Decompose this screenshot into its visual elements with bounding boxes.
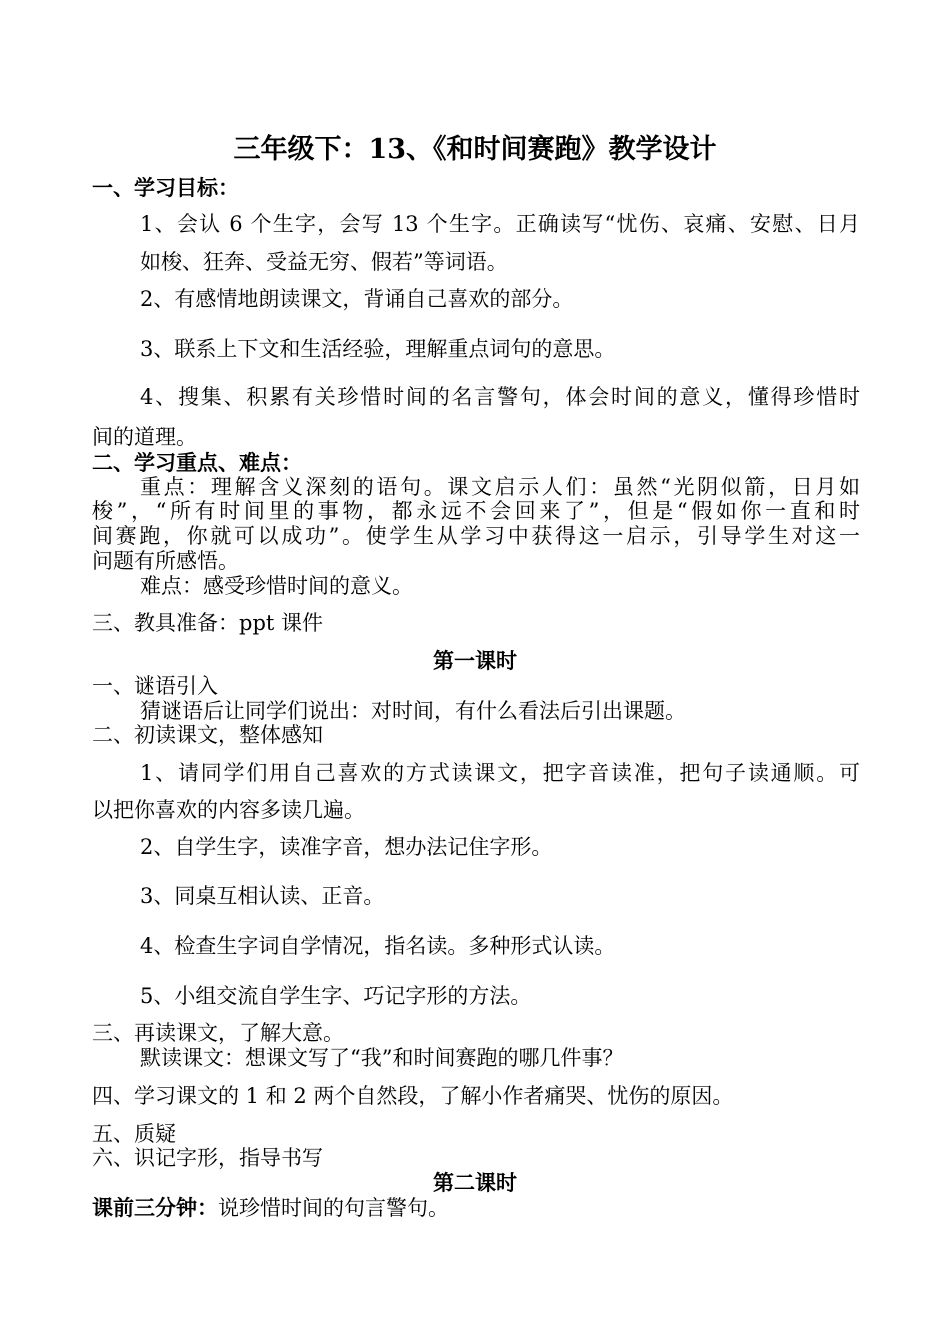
goal-4-line-1: 4、搜集、积累有关珍惜时间的名言警句，体会时间的意义，懂得珍惜时 xyxy=(140,385,860,409)
goal-3: 3、联系上下文和生活经验，理解重点词句的意思。 xyxy=(140,337,616,361)
lesson-1-step-2-item-1-line-1: 1、请同学们用自己喜欢的方式读课文，把字音读准，把句子读通顺。可 xyxy=(140,761,860,785)
pre-class-label: 课前三分钟： xyxy=(92,1195,218,1220)
lesson-1-step-2-item-2: 2、自学生字，读准字音，想办法记住字形。 xyxy=(140,835,553,859)
section-teaching-aids: 三、教具准备：ppt 课件 xyxy=(92,611,323,635)
lesson-1-step-2-item-1-line-2: 以把你喜欢的内容多读几遍。 xyxy=(92,798,365,822)
lesson-1-step-1: 一、谜语引入 xyxy=(92,674,218,698)
key-point-line-4: 问题有所感悟。 xyxy=(92,549,239,573)
lesson-1-step-3-detail: 默读课文：想课文写了“我”和时间赛跑的哪几件事？ xyxy=(140,1046,624,1070)
lesson-1-step-4: 四、学习课文的 1 和 2 两个自然段，了解小作者痛哭、忧伤的原因。 xyxy=(92,1084,734,1108)
goal-2: 2、有感情地朗读课文，背诵自己喜欢的部分。 xyxy=(140,287,574,311)
goal-1-line-2: 如梭、狂奔、受益无穷、假若”等词语。 xyxy=(140,250,508,274)
section-heading-goals: 一、学习目标： xyxy=(92,175,239,200)
lesson-1-step-5: 五、质疑 xyxy=(92,1122,176,1146)
key-point-line-3: 间赛跑，你就可以成功”。使学生从学习中获得这一启示，引导学生对这一 xyxy=(92,524,860,548)
goal-4-line-2: 间的道理。 xyxy=(92,425,197,449)
key-point-line-1: 重点：理解含义深刻的语句。课文启示人们：虽然“光阴似箭，日月如 xyxy=(140,475,860,499)
lesson-1-step-2-item-4: 4、检查生字词自学情况，指名读。多种形式认读。 xyxy=(140,934,616,958)
lesson-2-pre-class xyxy=(92,1195,860,1221)
key-point-line-2: 梭”，“所有时间里的事物，都永远不会回来了”，但是“假如你一直和时 xyxy=(92,499,860,523)
pre-class-text: 说珍惜时间的句言警句。 xyxy=(218,1196,449,1220)
lesson-1-step-2-item-3: 3、同桌互相认读、正音。 xyxy=(140,884,385,908)
document-title: 三年级下：13、《和时间赛跑》教学设计 xyxy=(233,134,717,165)
difficulty-point: 难点：感受珍惜时间的意义。 xyxy=(140,574,413,598)
lesson-1-step-2: 二、初读课文，整体感知 xyxy=(92,723,323,747)
lesson-2-heading: 第二课时 xyxy=(433,1170,517,1195)
lesson-1-step-6: 六、识记字形，指导书写 xyxy=(92,1146,323,1170)
lesson-1-step-1-detail: 猜谜语后让同学们说出：对时间，有什么看法后引出课题。 xyxy=(140,699,686,723)
lesson-1-step-2-item-5: 5、小组交流自学生字、巧记字形的方法。 xyxy=(140,984,532,1008)
lesson-1-step-3: 三、再读课文，了解大意。 xyxy=(92,1021,344,1045)
goal-1-line-1: 1、会认 6 个生字，会写 13 个生字。正确读写“忧伤、哀痛、安慰、日月 xyxy=(140,212,860,236)
lesson-1-heading: 第一课时 xyxy=(433,648,517,673)
section-heading-key-points: 二、学习重点、难点： xyxy=(92,450,302,475)
